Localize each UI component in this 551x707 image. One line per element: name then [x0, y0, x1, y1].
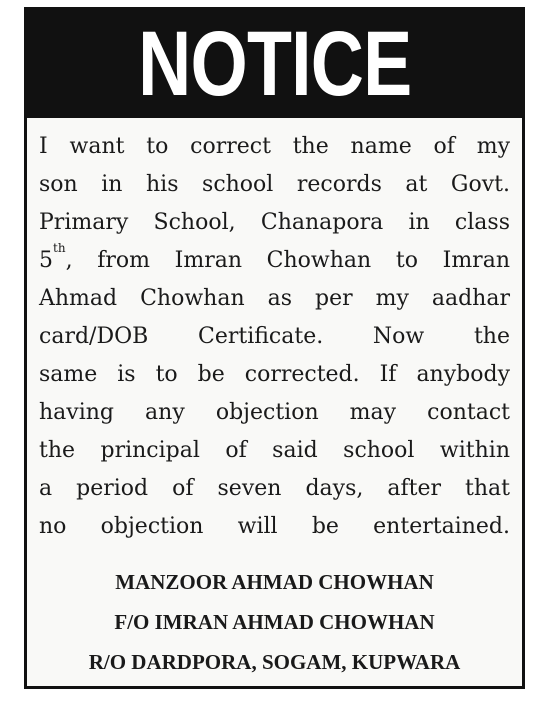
body-line: I want to correct the name of my — [39, 134, 510, 159]
body-line: son in his school records at Govt. — [39, 172, 510, 197]
signatory-name: MANZOOR AHMAD CHOWHAN — [115, 570, 434, 594]
signature-block — [35, 562, 514, 682]
signatory-relation: F/O IMRAN AHMAD CHOWHAN — [114, 610, 435, 634]
body-line: having any objection may contact — [39, 400, 510, 425]
body-line: a period of seven days, after that — [39, 476, 510, 501]
body-line: Ahmad Chowhan as per my aadhar — [39, 286, 510, 311]
body-line: no objection will be entertained. — [39, 514, 510, 539]
notice-body — [39, 128, 510, 546]
notice-box — [24, 7, 525, 689]
body-line: card/DOB Certificate. Now the — [39, 324, 510, 349]
body-line — [39, 242, 510, 280]
body-line-rest: , from Imran Chowhan to Imran — [65, 248, 510, 273]
body-line: Primary School, Chanapora in class — [39, 210, 510, 235]
signatory-address: R/O DARDPORA, SOGAM, KUPWARA — [88, 650, 461, 674]
body-line: the principal of said school within — [39, 438, 510, 463]
body-line-prefix: 5 — [39, 248, 53, 273]
notice-header — [27, 10, 522, 118]
ordinal-suffix: th — [53, 241, 66, 255]
body-line: same is to be corrected. If anybody — [39, 362, 510, 387]
notice-title: NOTICE — [137, 13, 412, 115]
